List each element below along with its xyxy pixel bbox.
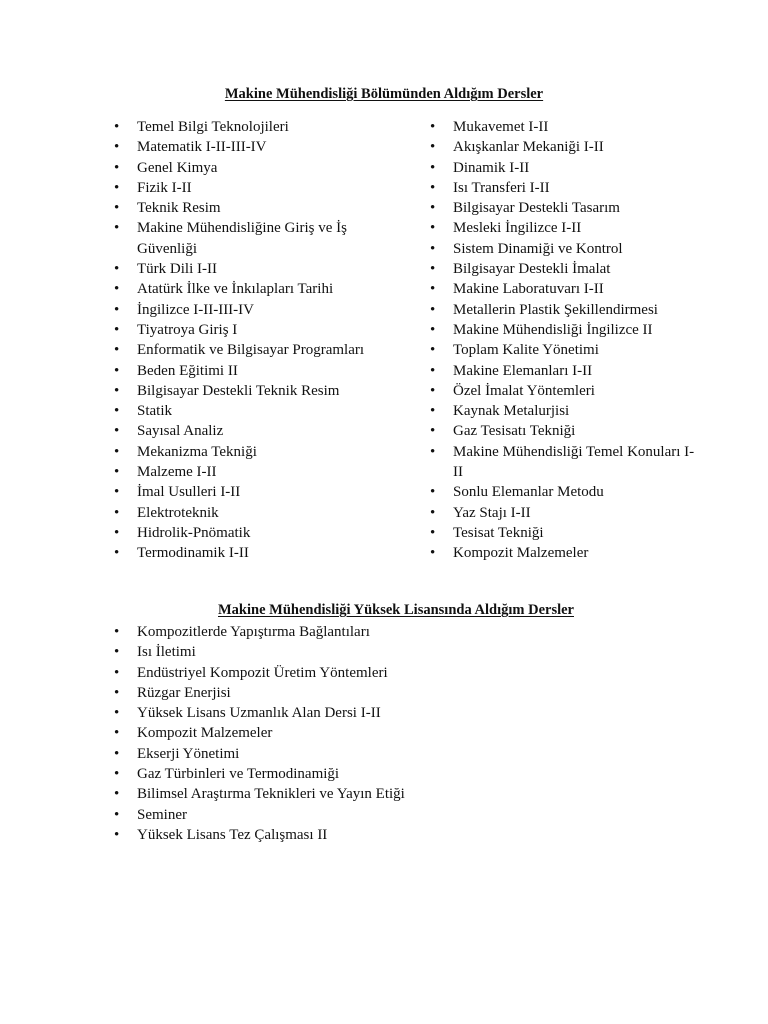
bachelor-courses-right-list (428, 117, 698, 564)
bachelor-course-item: • Matematik I-II-III-IV (112, 137, 382, 157)
bachelor-course-item: • Kompozit Malzemeler (428, 543, 698, 563)
bachelor-course-item: • Tesisat Tekniği (428, 523, 698, 543)
bachelor-course-item: • Sayısal Analiz (112, 421, 382, 441)
bachelor-course-item: • Yaz Stajı I-II (428, 503, 698, 523)
bachelor-course-item: • Hidrolik-Pnömatik (112, 523, 382, 543)
bachelor-course-item: • Sonlu Elemanlar Metodu (428, 482, 698, 502)
bachelor-course-item: • Makine Mühendisliği Temel Konuları I-II (428, 442, 698, 483)
bachelor-courses-left-list (112, 117, 382, 564)
bachelor-course-item: • Özel İmalat Yöntemleri (428, 381, 698, 401)
master-courses-heading: Makine Mühendisliği Yüksek Lisansında Aldığım Dersler (218, 602, 574, 618)
bachelor-course-item: • Atatürk İlke ve İnkılapları Tarihi (112, 279, 382, 299)
bachelor-course-item: • Kaynak Metalurjisi (428, 401, 698, 421)
bachelor-course-item: • Fizik I-II (112, 178, 382, 198)
bachelor-course-item: • Isı Transferi I-II (428, 178, 698, 198)
master-course-item: • Yüksek Lisans Tez Çalışması II (112, 825, 472, 845)
master-course-item: • Rüzgar Enerjisi (112, 683, 472, 703)
master-course-item: • Kompozitlerde Yapıştırma Bağlantıları (112, 622, 472, 642)
bachelor-course-item: • İngilizce I-II-III-IV (112, 300, 382, 320)
master-course-item: • Isı İletimi (112, 642, 472, 662)
bachelor-course-item: • Makine Mühendisliği İngilizce II (428, 320, 698, 340)
bachelor-course-item: • Mekanizma Tekniği (112, 442, 382, 462)
bachelor-course-item: • İmal Usulleri I-II (112, 482, 382, 502)
master-course-item: • Kompozit Malzemeler (112, 723, 472, 743)
bachelor-course-item: • Makine Elemanları I-II (428, 361, 698, 381)
master-course-item: • Bilimsel Araştırma Teknikleri ve Yayın Etiği (112, 784, 472, 804)
bachelor-course-item: • Sistem Dinamiği ve Kontrol (428, 239, 698, 259)
bachelor-course-item: • Bilgisayar Destekli İmalat (428, 259, 698, 279)
bachelor-course-item: • Makine Laboratuvarı I-II (428, 279, 698, 299)
bachelor-course-item: • Beden Eğitimi II (112, 361, 382, 381)
bachelor-course-item: • Temel Bilgi Teknolojileri (112, 117, 382, 137)
master-courses-list (112, 622, 472, 845)
bachelor-course-item: • Genel Kimya (112, 158, 382, 178)
bachelor-course-item: • Statik (112, 401, 382, 421)
bachelor-course-item: • Elektroteknik (112, 503, 382, 523)
bachelor-course-item: • Metallerin Plastik Şekillendirmesi (428, 300, 698, 320)
bachelor-course-item: • Toplam Kalite Yönetimi (428, 340, 698, 360)
bachelor-course-item: • Türk Dili I-II (112, 259, 382, 279)
bachelor-course-item: • Teknik Resim (112, 198, 382, 218)
master-course-item: • Gaz Türbinleri ve Termodinamiği (112, 764, 472, 784)
bachelor-course-item: • Akışkanlar Mekaniği I-II (428, 137, 698, 157)
bachelor-course-item: • Enformatik ve Bilgisayar Programları (112, 340, 382, 360)
master-course-item: • Ekserji Yönetimi (112, 744, 472, 764)
master-course-item: • Yüksek Lisans Uzmanlık Alan Dersi I-II (112, 703, 472, 723)
bachelor-course-item: • Mukavemet I-II (428, 117, 698, 137)
bachelor-course-item: • Mesleki İngilizce I-II (428, 218, 698, 238)
bachelor-course-item: • Malzeme I-II (112, 462, 382, 482)
bachelor-course-item: • Bilgisayar Destekli Tasarım (428, 198, 698, 218)
master-course-item: • Seminer (112, 805, 472, 825)
bachelor-course-item: • Termodinamik I-II (112, 543, 382, 563)
bachelor-course-item: • Dinamik I-II (428, 158, 698, 178)
bachelor-course-item: • Makine Mühendisliğine Giriş ve İş Güvenliği (112, 218, 382, 259)
bachelor-course-item: • Bilgisayar Destekli Teknik Resim (112, 381, 382, 401)
bachelor-course-item: • Gaz Tesisatı Tekniği (428, 421, 698, 441)
master-course-item: • Endüstriyel Kompozit Üretim Yöntemleri (112, 663, 472, 683)
bachelor-courses-heading: Makine Mühendisliği Bölümünden Aldığım Dersler (224, 86, 544, 102)
bachelor-course-item: • Tiyatroya Giriş I (112, 320, 382, 340)
